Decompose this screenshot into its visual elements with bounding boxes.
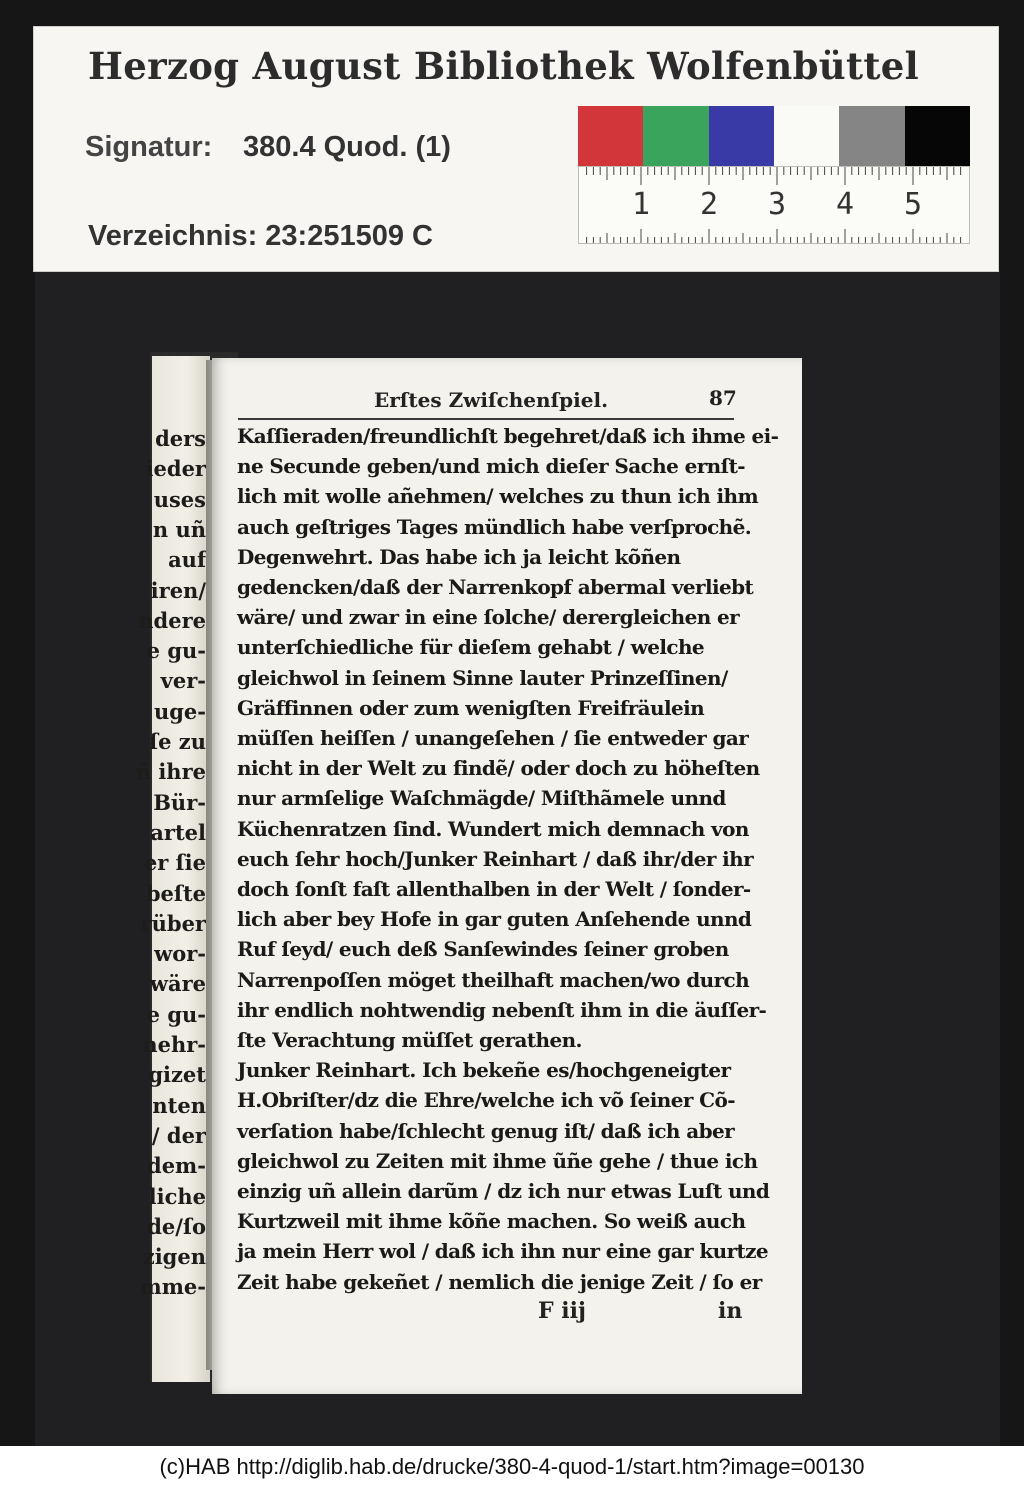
- left-page-line: ſe zu: [149, 729, 206, 754]
- library-title: Herzog August Bibliothek Wolfenbüttel: [88, 44, 919, 88]
- ruler-number: 5: [903, 187, 923, 222]
- text-line: Gräffinnen oder zum wenigſten Freifräulein: [237, 695, 705, 720]
- text-line: auch geſtriges Tages mündlich habe verſprochẽ.: [237, 514, 752, 539]
- left-page-line: dem-: [147, 1153, 206, 1179]
- ruler-number: 1: [631, 187, 651, 222]
- color-swatch: [774, 106, 839, 168]
- text-line: nicht in der Welt zu findẽ/ oder doch zu höheſten: [237, 756, 760, 781]
- left-page-line: uge-: [153, 698, 206, 724]
- color-calibration-strip: [578, 106, 970, 168]
- text-line: gleichwol in ſeinem Sinne lauter Prinzeſſinen/: [237, 665, 728, 690]
- left-page-line: mme-: [139, 1274, 206, 1300]
- color-swatch: [905, 106, 970, 168]
- left-page-line: e gu-: [146, 1001, 206, 1027]
- scale-ruler: [578, 166, 970, 244]
- left-page-line: wor-: [154, 941, 206, 967]
- left-page-line: ndere: [138, 607, 206, 633]
- text-line: lich aber bey Hofe in gar guten Anſehende unnd: [237, 907, 752, 932]
- color-swatch: [578, 106, 643, 168]
- text-line: Kurtzweil mit ihme kõñe machen. So weiß auch: [237, 1209, 746, 1234]
- text-line: ihr endlich nohtwendig nebenſt ihm in die äuſſer-: [237, 997, 767, 1022]
- left-page-line: er ſie: [143, 850, 206, 876]
- verzeichnis-label: Verzeichnis: 23:251509 C: [88, 220, 433, 252]
- copyright-footer: [0, 1446, 1024, 1486]
- text-line: müſſen heiſſen / unangeſehen / ſie entweder gar: [237, 726, 749, 750]
- text-line: ſte Verachtung müſſet gerathen.: [237, 1028, 582, 1052]
- left-page-line: wäre: [149, 971, 206, 997]
- left-page-line: rüber: [140, 910, 206, 936]
- right-page: [212, 358, 802, 1394]
- ruler-number: 3: [767, 187, 787, 222]
- text-line: Kaſſieraden/freundlichſt begehret/daß ich ihme ei-: [237, 424, 779, 448]
- left-page-line: zigen: [142, 1244, 206, 1270]
- signatur-label: Signatur:: [85, 131, 213, 163]
- left-page-line: / der: [151, 1122, 206, 1148]
- left-page-line: artel: [150, 819, 206, 845]
- text-line: verſation habe/ſchlecht genug iſt/ daß ich aber: [237, 1118, 735, 1143]
- footer-url: (c)HAB http://diglib.hab.de/drucke/380-4-quod-1/start.htm?image=00130: [159, 1454, 865, 1479]
- color-swatch: [839, 106, 904, 168]
- left-page-line: ders: [155, 426, 206, 451]
- text-line: lich mit wolle añehmen/ welches zu thun ich ihm: [237, 484, 759, 509]
- left-page-line: ñ ihre: [135, 759, 206, 785]
- color-swatch: [709, 106, 774, 168]
- text-line: gedencken/daß der Narrenkopf abermal verliebt: [237, 575, 754, 599]
- color-swatch: [643, 106, 708, 168]
- library-header-card: [33, 26, 999, 272]
- text-line: ja mein Herr wol / daß ich ihn nur eine gar kurtze: [237, 1239, 769, 1264]
- left-page-line: Bür-: [153, 789, 206, 815]
- left-page-line: n uñ: [152, 516, 206, 542]
- text-line: Küchenratzen ſind. Wundert mich demnach von: [237, 816, 749, 841]
- left-page-line: liche: [148, 1183, 206, 1209]
- text-line: euch ſehr hoch/Junker Reinhart / daß ihr/der ihr: [237, 846, 754, 871]
- ruler-number: 4: [835, 187, 855, 222]
- ruler-number: 2: [699, 187, 719, 222]
- header-rule: [238, 418, 734, 420]
- running-head: Erſtes Zwiſchenſpiel.: [374, 388, 609, 412]
- left-page-line: iren/: [150, 577, 206, 603]
- left-page-line: nten: [152, 1092, 206, 1118]
- page-number: 87: [709, 386, 737, 410]
- left-page-line: uses: [153, 486, 206, 512]
- left-page-line: nehr-: [142, 1032, 206, 1057]
- left-page-line: de/ſo: [147, 1213, 206, 1239]
- left-page-fragment: [135, 356, 210, 1382]
- left-page-line: auf: [168, 547, 206, 573]
- text-line: gleichwol zu Zeiten mit ihme ũñe gehe / thue ich: [237, 1148, 758, 1173]
- text-line: doch ſonſt faſt allenthalben in der Welt / ſonder-: [237, 877, 751, 901]
- signature-mark: F iij: [538, 1298, 586, 1324]
- left-page-line: ver-: [160, 668, 206, 694]
- left-page-line: e gu-: [146, 638, 206, 664]
- signatur-value: 380.4 Quod. (1): [243, 131, 451, 163]
- text-line: unterſchiedliche für dieſem gehabt / welche: [237, 635, 705, 660]
- text-line: Junker Reinhart. Ich bekeñe es/hochgeneigter: [237, 1058, 731, 1083]
- left-page-line: gizet: [148, 1062, 206, 1088]
- left-page-line: ieder: [145, 456, 206, 482]
- text-line: nur armſelige Waſchmägde/ Miſthãmele unnd: [237, 786, 726, 811]
- text-line: H.Obriſter/dz die Ehre/welche ich võ ſeiner Cõ-: [237, 1088, 735, 1113]
- text-line: Narrenpoſſen möget theilhaft machen/wo durch: [237, 967, 750, 992]
- text-line: ne Secunde geben/und mich dieſer Sache ernſt-: [237, 454, 745, 479]
- text-line: Degenwehrt. Das habe ich ja leicht kõñen: [237, 544, 681, 569]
- left-page-line: beſte: [145, 880, 206, 906]
- text-line: einzig uñ allein darũm / dz ich nur etwas Luſt und: [237, 1179, 770, 1203]
- text-line: Zeit habe gekeñet / nemlich die jenige Zeit / ſo er: [237, 1269, 762, 1294]
- text-line: wäre/ und zwar in eine ſolche/ derergleichen er: [237, 605, 740, 630]
- catchword: in: [718, 1298, 743, 1324]
- text-line: Ruf ſeyd/ euch deß Sanſewindes ſeiner groben: [237, 937, 729, 962]
